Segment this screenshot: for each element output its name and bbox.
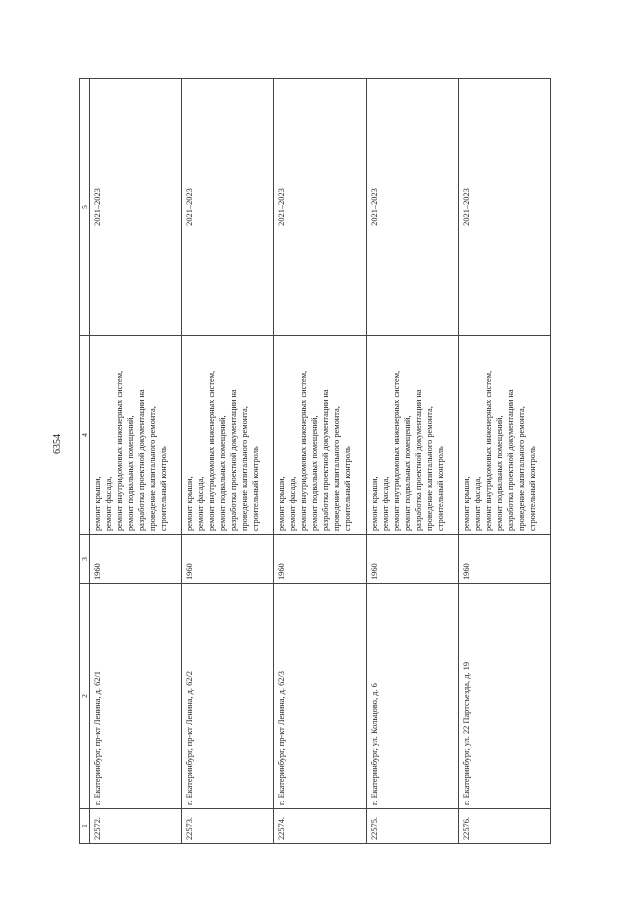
row-number-cell: 22573.	[182, 809, 274, 844]
works-cell	[182, 336, 274, 535]
year-cell: 1960	[274, 535, 366, 584]
table-row	[366, 79, 458, 844]
period-cell: 2021–2023	[90, 79, 182, 336]
table-row	[90, 79, 182, 844]
work-item: ремонт крыши,	[185, 476, 195, 531]
page-number: 6354	[52, 434, 63, 454]
period-cell: 2021–2023	[366, 79, 458, 336]
work-item: ремонт фасада,	[288, 476, 298, 531]
period-cell: 2021–2023	[182, 79, 274, 336]
work-item: ремонт фасада,	[472, 476, 482, 531]
address-cell: г. Екатеринбург, пр-кт Ленина, д. 62/3	[274, 584, 366, 809]
work-item: ремонт подвальных помещений,	[126, 415, 135, 531]
works-cell	[274, 336, 366, 535]
address-cell: г. Екатеринбург, пр-кт Ленина, д. 62/1	[90, 584, 182, 809]
work-item: строительный контроль	[251, 446, 261, 531]
works-cell	[366, 336, 458, 535]
work-item: строительный контроль	[435, 446, 445, 531]
column-number: 3	[80, 535, 90, 584]
work-item: ремонт крыши,	[369, 476, 379, 531]
work-item: разработка проектной документации на	[413, 389, 423, 531]
year-cell: 1960	[182, 535, 274, 584]
work-item: ремонт крыши,	[93, 476, 102, 531]
works-cell	[458, 336, 550, 535]
work-item: ремонт внутридомовых инженерных систем,	[115, 370, 124, 531]
work-item: ремонт подвальных помещений,	[218, 415, 228, 531]
year-cell: 1960	[458, 535, 550, 584]
work-item: строительный контроль	[343, 446, 353, 531]
work-item: ремонт крыши,	[277, 476, 287, 531]
table-row	[182, 79, 274, 844]
work-item: проведение капитального ремонта,	[424, 406, 434, 531]
work-item: ремонт внутридомовых инженерных систем,	[483, 370, 493, 531]
table-row	[458, 79, 550, 844]
repair-schedule-table	[79, 78, 551, 844]
column-number: 4	[80, 336, 90, 535]
work-item: ремонт внутридомовых инженерных систем,	[391, 370, 401, 531]
period-cell: 2021–2023	[458, 79, 550, 336]
row-number-cell: 22576.	[458, 809, 550, 844]
work-item: разработка проектной документации на	[229, 389, 239, 531]
work-item: ремонт крыши,	[461, 476, 471, 531]
column-number: 2	[80, 584, 90, 809]
work-item: строительный контроль	[527, 446, 537, 531]
work-item: ремонт фасада,	[196, 476, 206, 531]
address-cell: г. Екатеринбург, ул. Кольцово, д. 6	[366, 584, 458, 809]
work-item: ремонт внутридомовых инженерных систем,	[207, 370, 217, 531]
work-item: ремонт фасада,	[104, 476, 113, 531]
year-cell: 1960	[90, 535, 182, 584]
address-cell: г. Екатеринбург, пр-кт Ленина, д. 62/2	[182, 584, 274, 809]
work-item: проведение капитального ремонта,	[148, 406, 157, 531]
table-row	[274, 79, 366, 844]
period-cell: 2021–2023	[274, 79, 366, 336]
work-item: ремонт внутридомовых инженерных систем,	[299, 370, 309, 531]
work-item: разработка проектной документации на	[505, 389, 515, 531]
work-item: строительный контроль	[159, 446, 168, 531]
row-number-cell: 22572.	[90, 809, 182, 844]
work-item: проведение капитального ремонта,	[240, 406, 250, 531]
column-number: 1	[80, 809, 90, 844]
row-number-cell: 22574.	[274, 809, 366, 844]
column-number-row	[80, 79, 90, 844]
work-item: ремонт подвальных помещений,	[494, 415, 504, 531]
work-item: разработка проектной документации на	[321, 389, 331, 531]
work-item: ремонт подвальных помещений,	[310, 415, 320, 531]
column-number: 5	[80, 79, 90, 336]
work-item: проведение капитального ремонта,	[332, 406, 342, 531]
work-item: разработка проектной документации на	[137, 389, 146, 531]
rotated-table-container	[79, 84, 551, 844]
year-cell: 1960	[366, 535, 458, 584]
row-number-cell: 22575.	[366, 809, 458, 844]
work-item: ремонт фасада,	[380, 476, 390, 531]
work-item: проведение капитального ремонта,	[516, 406, 526, 531]
work-item: ремонт подвальных помещений,	[402, 415, 412, 531]
address-cell: г. Екатеринбург, ул. 22 Партсъезда, д. 19	[458, 584, 550, 809]
works-cell	[90, 336, 182, 535]
